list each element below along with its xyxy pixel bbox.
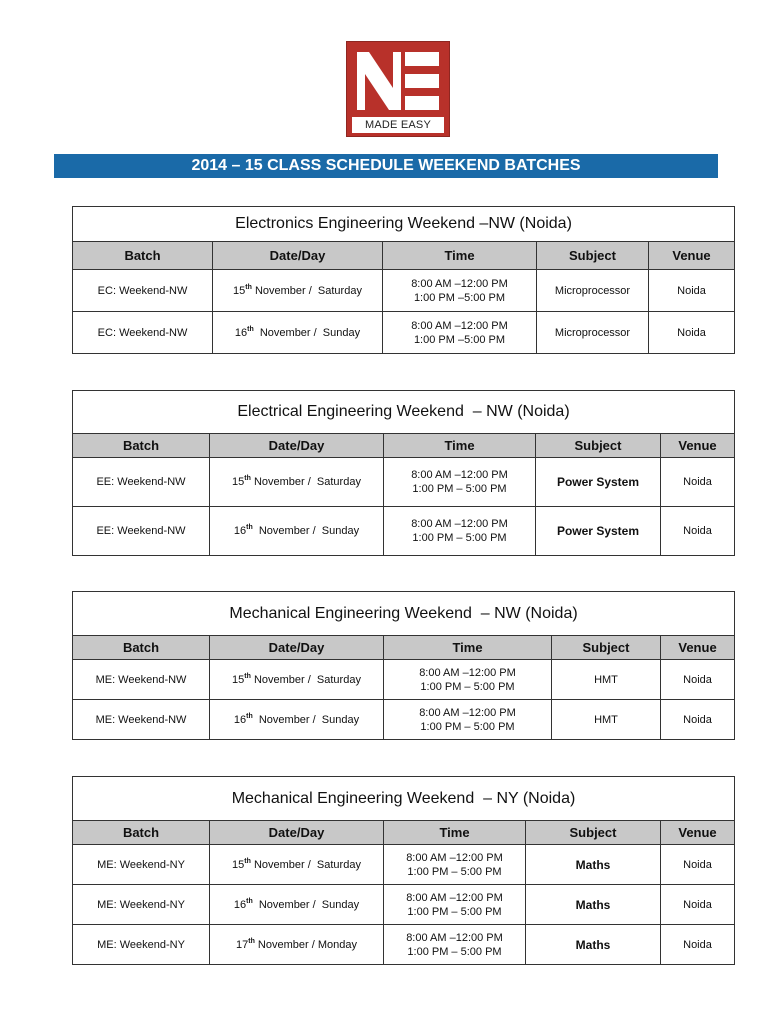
page-title-banner: 2014 – 15 CLASS SCHEDULE WEEKEND BATCHES xyxy=(54,154,718,178)
col-header-batch: Batch xyxy=(73,434,210,458)
logo-text: MADE EASY xyxy=(352,117,444,133)
table-title: Electronics Engineering Weekend –NW (Noida) xyxy=(73,207,735,242)
schedule-table-mechanical-ny xyxy=(72,776,735,965)
col-header-subject: Subject xyxy=(526,821,661,845)
subject-cell: HMT xyxy=(552,660,661,700)
time-cell: 8:00 AM –12:00 PM 1:00 PM – 5:00 PM xyxy=(384,507,536,556)
batch-cell: ME: Weekend-NW xyxy=(73,660,210,700)
batch-cell: ME: Weekend-NY xyxy=(73,845,210,885)
venue-cell: Noida xyxy=(661,660,735,700)
table-title: Mechanical Engineering Weekend – NY (Noida) xyxy=(73,777,735,821)
col-header-time: Time xyxy=(384,821,526,845)
venue-cell: Noida xyxy=(649,312,735,354)
subject-cell: Maths xyxy=(526,925,661,965)
date-day-cell: 15th November / Saturday xyxy=(213,270,383,312)
batch-cell: ME: Weekend-NY xyxy=(73,925,210,965)
subject-cell: Power System xyxy=(536,458,661,507)
time-cell: 8:00 AM –12:00 PM 1:00 PM – 5:00 PM xyxy=(384,925,526,965)
date-day-cell: 15th November / Saturday xyxy=(210,458,384,507)
venue-cell: Noida xyxy=(661,700,735,740)
batch-cell: EE: Weekend-NW xyxy=(73,458,210,507)
date-day-cell: 16th November / Sunday xyxy=(210,885,384,925)
table-title: Electrical Engineering Weekend – NW (Noida) xyxy=(73,391,735,434)
date-day-cell: 15th November / Saturday xyxy=(210,660,384,700)
subject-cell: Power System xyxy=(536,507,661,556)
time-cell: 8:00 AM –12:00 PM 1:00 PM –5:00 PM xyxy=(383,270,537,312)
venue-cell: Noida xyxy=(661,458,735,507)
col-header-date-day: Date/Day xyxy=(210,636,384,660)
subject-cell: Microprocessor xyxy=(537,270,649,312)
date-day-cell: 17th November / Monday xyxy=(210,925,384,965)
venue-cell: Noida xyxy=(661,885,735,925)
made-easy-logo xyxy=(346,41,450,137)
col-header-time: Time xyxy=(383,242,537,270)
venue-cell: Noida xyxy=(661,507,735,556)
venue-cell: Noida xyxy=(661,845,735,885)
batch-cell: EC: Weekend-NW xyxy=(73,270,213,312)
col-header-venue: Venue xyxy=(661,636,735,660)
table-row xyxy=(73,925,735,965)
subject-cell: Microprocessor xyxy=(537,312,649,354)
time-cell: 8:00 AM –12:00 PM 1:00 PM – 5:00 PM xyxy=(384,885,526,925)
batch-cell: ME: Weekend-NW xyxy=(73,700,210,740)
schedule-table-electronics xyxy=(72,206,735,354)
time-cell: 8:00 AM –12:00 PM 1:00 PM –5:00 PM xyxy=(383,312,537,354)
col-header-date-day: Date/Day xyxy=(213,242,383,270)
batch-cell: EE: Weekend-NW xyxy=(73,507,210,556)
schedule-table-electrical xyxy=(72,390,735,556)
batch-cell: ME: Weekend-NY xyxy=(73,885,210,925)
time-cell: 8:00 AM –12:00 PM 1:00 PM – 5:00 PM xyxy=(384,700,552,740)
table-row xyxy=(73,507,735,556)
schedule-table-mechanical-nw xyxy=(72,591,735,740)
venue-cell: Noida xyxy=(661,925,735,965)
col-header-subject: Subject xyxy=(536,434,661,458)
time-cell: 8:00 AM –12:00 PM 1:00 PM – 5:00 PM xyxy=(384,660,552,700)
subject-cell: Maths xyxy=(526,885,661,925)
subject-cell: HMT xyxy=(552,700,661,740)
table-row xyxy=(73,660,735,700)
table-title: Mechanical Engineering Weekend – NW (Noida) xyxy=(73,592,735,636)
subject-cell: Maths xyxy=(526,845,661,885)
date-day-cell: 15th November / Saturday xyxy=(210,845,384,885)
col-header-venue: Venue xyxy=(649,242,735,270)
date-day-cell: 16th November / Sunday xyxy=(210,700,384,740)
col-header-date-day: Date/Day xyxy=(210,434,384,458)
col-header-subject: Subject xyxy=(537,242,649,270)
col-header-time: Time xyxy=(384,636,552,660)
batch-cell: EC: Weekend-NW xyxy=(73,312,213,354)
table-row xyxy=(73,700,735,740)
col-header-time: Time xyxy=(384,434,536,458)
venue-cell: Noida xyxy=(649,270,735,312)
date-day-cell: 16th November / Sunday xyxy=(213,312,383,354)
col-header-batch: Batch xyxy=(73,242,213,270)
table-row xyxy=(73,458,735,507)
col-header-date-day: Date/Day xyxy=(210,821,384,845)
col-header-batch: Batch xyxy=(73,821,210,845)
date-day-cell: 16th November / Sunday xyxy=(210,507,384,556)
time-cell: 8:00 AM –12:00 PM 1:00 PM – 5:00 PM xyxy=(384,458,536,507)
col-header-venue: Venue xyxy=(661,434,735,458)
table-row xyxy=(73,845,735,885)
table-row xyxy=(73,312,735,354)
time-cell: 8:00 AM –12:00 PM 1:00 PM – 5:00 PM xyxy=(384,845,526,885)
col-header-venue: Venue xyxy=(661,821,735,845)
col-header-batch: Batch xyxy=(73,636,210,660)
made-easy-logo-mark-icon xyxy=(353,48,443,114)
table-row xyxy=(73,270,735,312)
table-row xyxy=(73,885,735,925)
col-header-subject: Subject xyxy=(552,636,661,660)
